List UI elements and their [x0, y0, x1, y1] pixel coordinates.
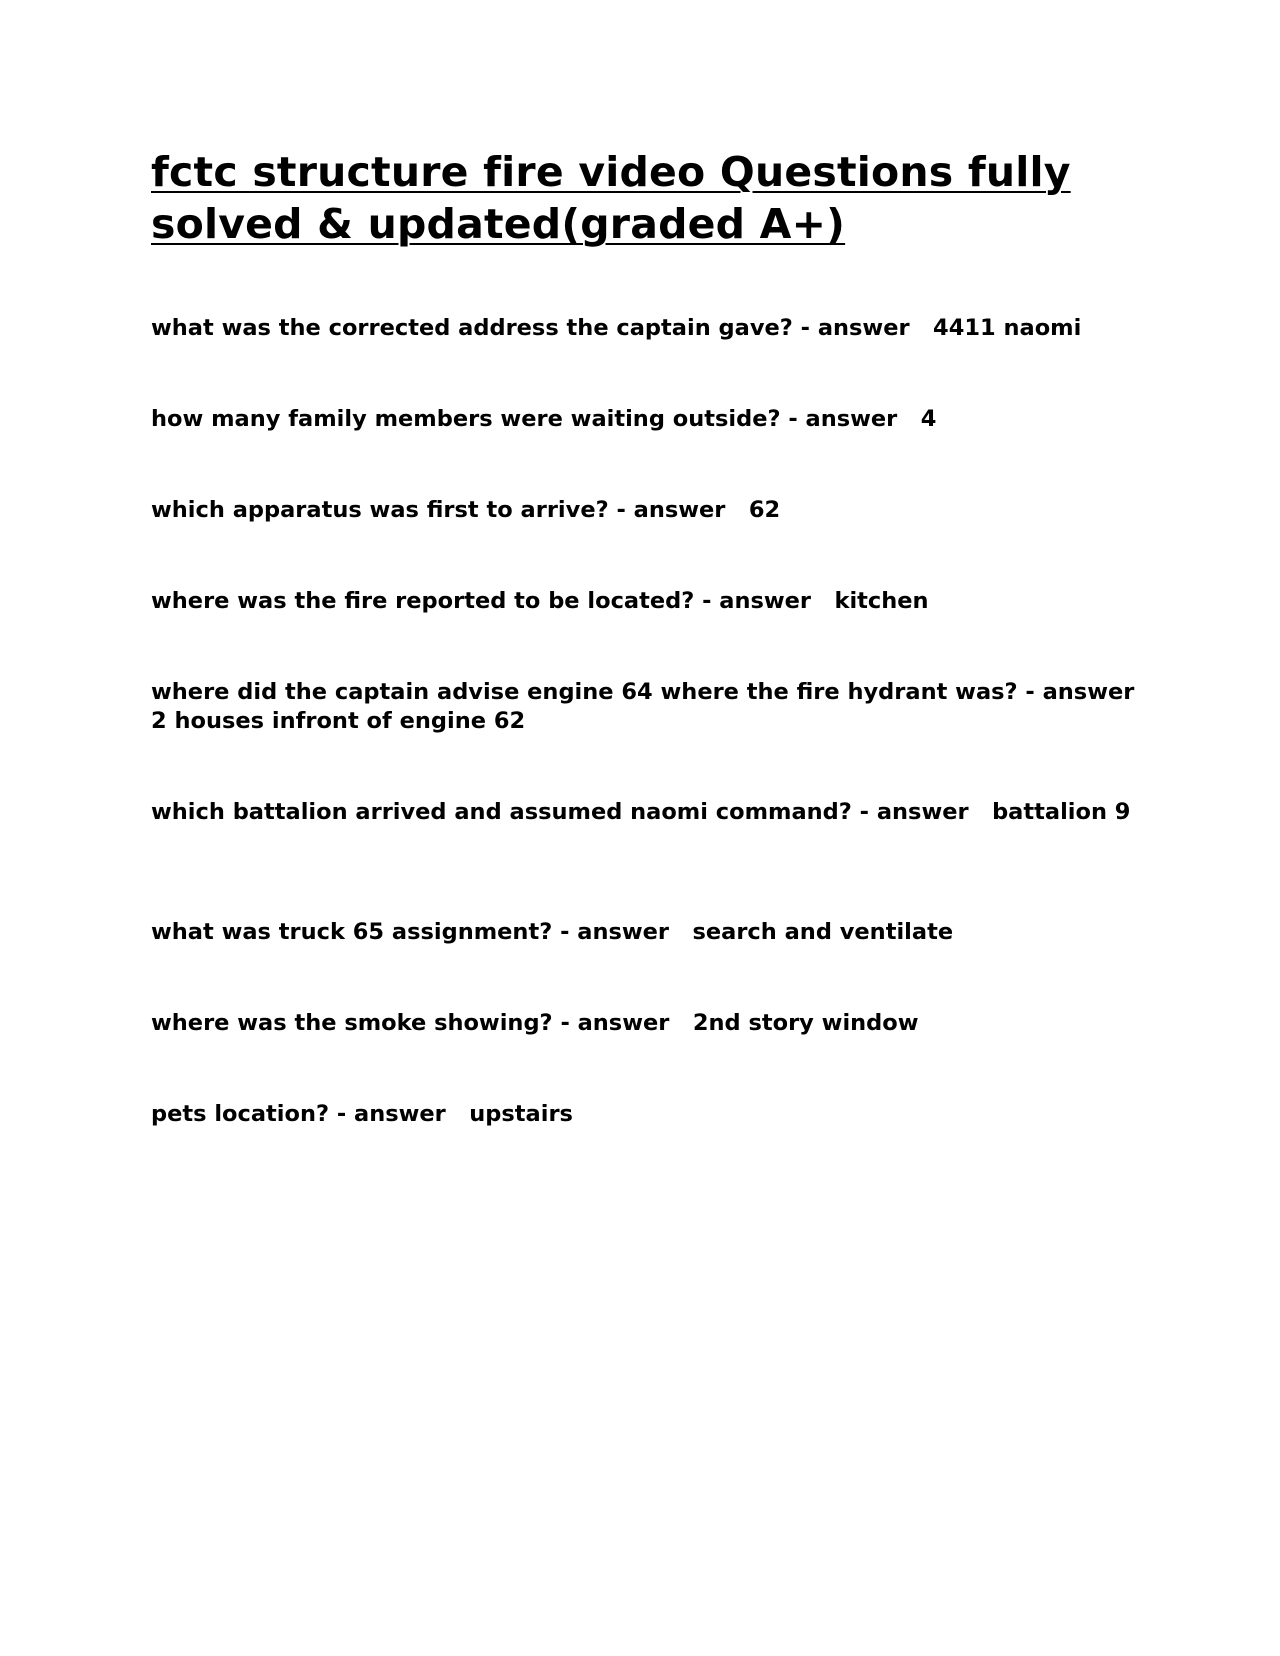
page-title: fctc structure fire video Questions fully solved & updated(graded A+)	[151, 148, 1071, 248]
list-item: pets location? - answer upstairs	[151, 1101, 573, 1127]
list-item: which battalion arrived and assumed naomi command? - answer battalion 9	[151, 799, 1131, 825]
qa-list	[151, 314, 1158, 1129]
list-item: where did the captain advise engine 64 where the fire hydrant was? - answer 2 houses infront of engine 62	[151, 679, 1158, 734]
list-item: what was the corrected address the captain gave? - answer 4411 naomi	[151, 315, 1082, 341]
list-item: which apparatus was first to arrive? - answer 62	[151, 497, 781, 523]
list-item: how many family members were waiting outside? - answer 4	[151, 406, 937, 432]
list-item: what was truck 65 assignment? - answer search and ventilate	[151, 919, 954, 945]
list-item: where was the fire reported to be located? - answer kitchen	[151, 588, 929, 614]
list-item: where was the smoke showing? - answer 2nd story window	[151, 1010, 919, 1036]
